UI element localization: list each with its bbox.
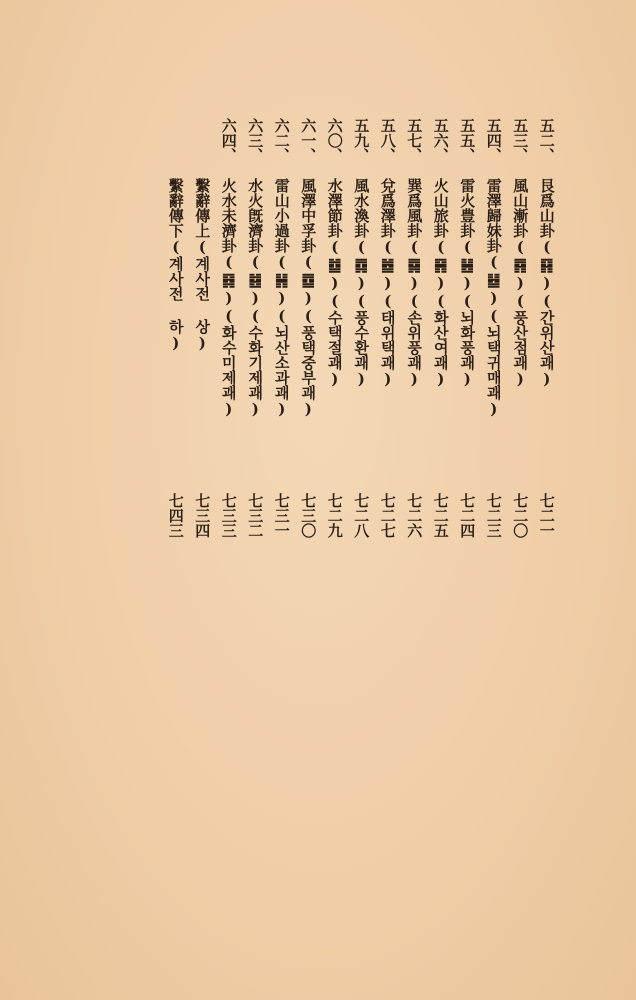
toc-entry: [428, 118, 455, 538]
entry-page: 七二五: [431, 493, 450, 538]
entry-title: 火水未濟卦(䷿)(화수미제괘): [219, 178, 238, 418]
toc-entry: [481, 118, 508, 538]
toc-entry: [454, 118, 481, 538]
toc-entry: [242, 118, 269, 538]
entry-number: 五二、: [537, 118, 556, 163]
entry-page: 七三一: [272, 493, 291, 538]
entry-number: 六二、: [272, 118, 291, 163]
entry-page: 七二六: [405, 493, 424, 538]
entry-number: 五三、: [511, 118, 530, 163]
entry-page: 七三三: [219, 493, 238, 538]
entry-number: 五七、: [405, 118, 424, 163]
toc-entry: [322, 118, 349, 538]
entry-number: 五六、: [431, 118, 450, 163]
table-of-contents: [130, 118, 560, 538]
entry-number: 六一、: [299, 118, 318, 163]
toc-entry: [375, 118, 402, 538]
toc-entry: [189, 118, 216, 538]
entry-page: 七二八: [352, 493, 371, 538]
entry-title: 繫辭傳下(계사전 하): [166, 178, 185, 352]
entry-page: 七二〇: [511, 493, 530, 538]
toc-entry: [269, 118, 296, 538]
entry-number: 六〇、: [325, 118, 344, 163]
toc-entry: [507, 118, 534, 538]
entry-page: 七三〇: [299, 493, 318, 538]
entry-title: 雷火豊卦(䷶)(뇌화풍괘): [458, 178, 477, 388]
entry-page: 七二七: [378, 493, 397, 538]
entry-page: 七三二: [246, 493, 265, 538]
toc-entry: [401, 118, 428, 538]
entry-title: 火山旅卦(䷷)(화산여괘): [431, 178, 450, 388]
entry-title: 繫辭傳上(계사전 상): [193, 178, 212, 352]
entry-page: 七二九: [325, 493, 344, 538]
entry-title: 兌爲澤卦(䷹)(태위택괘): [378, 178, 397, 388]
entry-number: 五五、: [458, 118, 477, 163]
entry-title: 風澤中孚卦(䷼)(풍택중부괘): [299, 178, 318, 418]
entry-title: 風水渙卦(䷺)(풍수환괘): [352, 178, 371, 388]
toc-entry: [163, 118, 190, 538]
entry-page: 七三四: [193, 493, 212, 538]
toc-entry: [216, 118, 243, 538]
entry-page: 七二三: [484, 493, 503, 538]
entry-page: 七二四: [458, 493, 477, 538]
entry-title: 巽爲風卦(䷸)(손위풍괘): [405, 178, 424, 388]
entry-title: 水澤節卦(䷻)(수택절괘): [325, 178, 344, 388]
entry-number: 五九、: [352, 118, 371, 163]
entry-number: 六三、: [246, 118, 265, 163]
entry-page: 七二一: [537, 493, 556, 538]
entry-number: 五四、: [484, 118, 503, 163]
entry-number: 五八、: [378, 118, 397, 163]
toc-entry: [348, 118, 375, 538]
entry-page: 七四三: [166, 493, 185, 538]
toc-entry: [534, 118, 561, 538]
entry-title: 風山漸卦(䷴)(풍산점괘): [511, 178, 530, 388]
entry-title: 雷澤歸妹卦(䷵)(뇌택귀매괘): [484, 178, 503, 418]
entry-number: 六四、: [219, 118, 238, 163]
entry-title: 水火旣濟卦(䷾)(수화기제괘): [246, 178, 265, 418]
entry-title: 艮爲山卦(䷳)(간위산괘): [537, 178, 556, 388]
toc-entry: [295, 118, 322, 538]
entry-title: 雷山小過卦(䷽)(뇌산소과괘): [272, 178, 291, 418]
